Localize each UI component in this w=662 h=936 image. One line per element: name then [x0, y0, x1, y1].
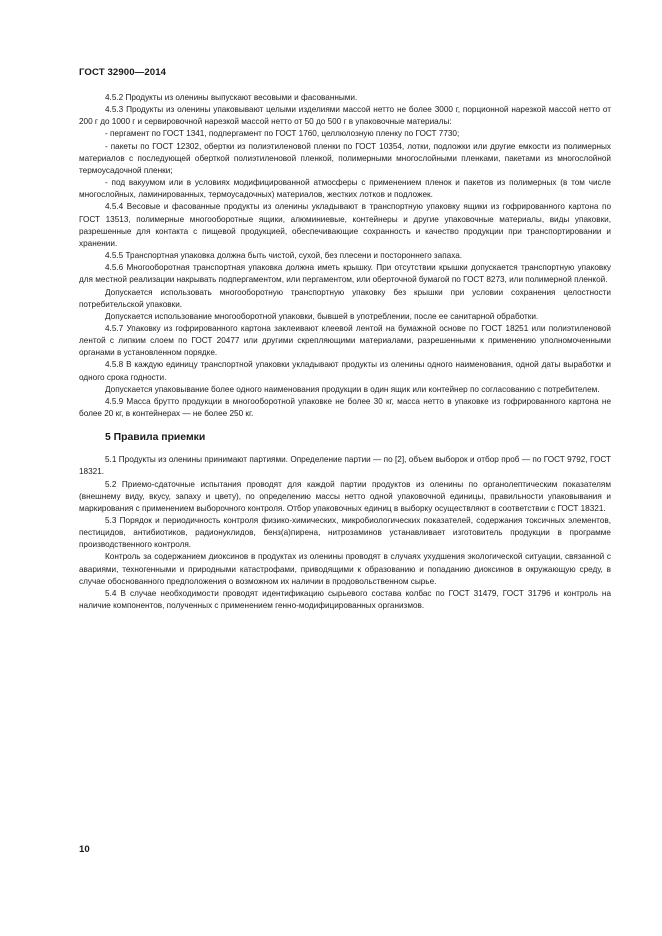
paragraph-4-5-2: 4.5.2 Продукты из оленины выпускают весовыми и фасованными.: [105, 93, 358, 102]
standard-header: ГОСТ 32900—2014: [79, 67, 167, 78]
section-title: 5 Правила приемки: [105, 432, 206, 444]
paragraph-5-3: 5.3 Порядок и периодичность контроля физико-химических, микробиологических показателей, содержания токсичных элементов, пестицидов, антибиотиков, радионуклидов, бенз(а)пирена, нитрозаминов устанавливает изготовитель продукции в программе производственного контроля.: [79, 516, 611, 550]
paragraph-4-5-8: 4.5.8 В каждую единицу транспортной упаковки укладывают продукты из оленины одного наименования, одной даты выработки и одного срока годности.: [79, 360, 611, 382]
paragraph-5-1: 5.1 Продукты из оленины принимают партиями. Определение партии — по [2], объем выборок и отбор проб — по ГОСТ 9792, ГОСТ 18321.: [79, 455, 611, 477]
paragraph-5-4: 5.4 В случае необходимости проводят идентификацию сырьевого состава колбас по ГОСТ 31479, ГОСТ 31796 и контроль на наличие компонентов, полученных с применением генно-модифицированных организмов.: [79, 588, 611, 611]
paragraph-4-5-8-allow: Допускается упаковывание более одного наименования продукции в один ящик или контейнер по согласованию с потребителем.: [105, 384, 600, 394]
list-item-vacuum: - под вакуумом или в условиях модифицированной атмосферы с применением пленок и пакетов из полимерных (в том числе многослойных, ламинированных, термоусадочных) материалов, жестких лотков и подложек.: [79, 178, 611, 200]
paragraph-5-3-dioxins: Контроль за содержанием диоксинов в продуктах из оленины проводят в случаях ухудшения экологической ситуации, связанной с авариями, техногенными и природными катастрофами, приводящими к образованию и попаданию диоксинов в окружающую среду, в случае обоснованного предположения о возможном их наличии в продовольственном сырье.: [79, 552, 611, 586]
page-number: 10: [79, 844, 90, 855]
paragraph-4-5-3: 4.5.3 Продукты из оленины упаковывают целыми изделиями массой нетто не более 3000 г, порционной нарезкой массой нетто от 200 г до 1000 г и сервировочной нарезкой массой нетто от 50 до 500 г в упаковочные материалы:: [79, 105, 611, 127]
paragraph-4-5-7: 4.5.7 Упаковку из гофрированного картона заклеивают клеевой лентой на бумажной основе по ГОСТ 18251 или полиэтиленовой лентой с липким слоем по ГОСТ 20477 или другими скрепляющими материалами, разрешенными к применению уполномоченными органами в установленном порядке.: [79, 323, 611, 358]
paragraph-4-5-5: 4.5.5 Транспортная упаковка должна быть чистой, сухой, без плесени и постороннего запаха.: [105, 251, 463, 261]
paragraph-4-5-6-allow-2: Допускается использование многооборотной упаковки, бывшей в употреблении, после ее санитарной обработки.: [105, 311, 539, 321]
list-item-pergament: - пергамент по ГОСТ 1341, подпергамент по ГОСТ 1760, целлюлозную пленку по ГОСТ 7730;: [105, 129, 460, 139]
paragraph-4-5-6: 4.5.6 Многооборотная транспортная упаковка должна иметь крышку. При отсутствии крышки допускается транспортную упаковку для местной реализации накрывать подпергаментом, или пергаментом, или оберточной бумагой по ГОСТ 8273, или полимерной пленкой.: [79, 263, 611, 285]
paragraph-4-5-6-allow-1: Допускается использовать многооборотную транспортную упаковку без крышки при условии сохранения целостности потребительской упаковки.: [79, 287, 611, 309]
paragraph-4-5-9: 4.5.9 Масса брутто продукции в многооборотной упаковке не более 30 кг, масса нетто в упаковке из гофрированного картона не более 20 кг, в контейнерах — не более 250 кг.: [79, 396, 611, 419]
list-item-pakety: - пакеты по ГОСТ 12302, обертки из полиэтиленовой пленки по ГОСТ 10354, лотки, подложки или другие емкости из полимерных материалов с последующей оберткой полиэтиленовой пленкой, полимерными многослойными пленками, пакетами из многослойной термоусадочной пленки;: [79, 141, 611, 175]
paragraph-5-2: 5.2 Приемо-сдаточные испытания проводят для каждой партии продуктов из оленины по органолептическим показателям (внешнему виду, вкусу, запаху и цвету), по определению массы нетто одной упаковочной единицы, правильности упаковывания и маркирования с применением выборочного контроля. Отбор упаковочных единиц в выборку осуществляют в соответствии с ГОСТ 18321.: [79, 479, 611, 513]
paragraph-4-5-4: 4.5.4 Весовые и фасованные продукты из оленины укладывают в транспортную упаковку ящики из гофрированного картона по ГОСТ 13513, полимерные многооборотные ящики, алюминиевые, контейнеры и другие упаковочные материалы, виды упаковки, разрешенные для контакта с пищевой продукцией, обеспечивающие сохранность и качество продукции при транспортировании и хранении.: [79, 202, 611, 248]
document-body: [79, 92, 611, 612]
